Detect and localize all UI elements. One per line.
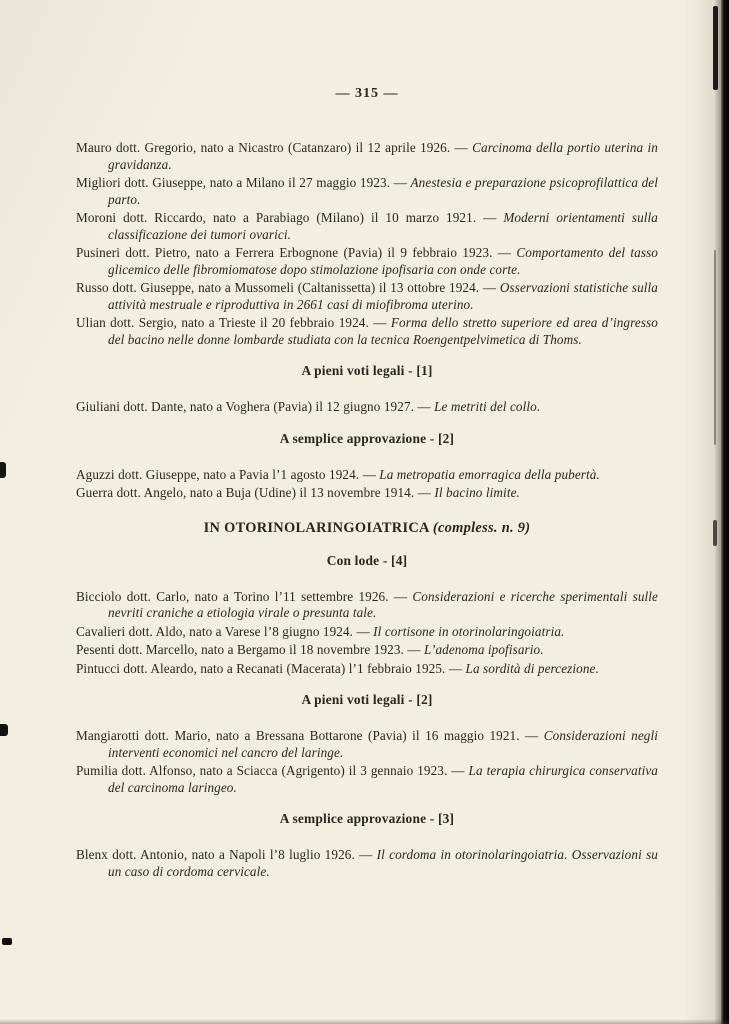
entry-person-info: Blenx dott. Antonio, nato a Napoli l’8 luglio 1926. — — [76, 847, 377, 862]
entry-thesis-title: Le metriti del collo. — [434, 399, 541, 414]
entry-person-info: Pesenti dott. Marcello, nato a Bergamo il 18 novembre 1923. — — [76, 642, 425, 657]
page-number: — 315 — — [335, 86, 399, 101]
degree-entry — [76, 763, 658, 796]
entry-person-info: Bicciolo dott. Carlo, nato a Torino l’11 settembre 1926. — — [76, 588, 413, 604]
degree-entry — [76, 624, 658, 641]
entry-thesis-title: Considerazioni negli interventi economici nel cancro del laringe. — [108, 728, 659, 760]
section-heading-pieni-voti-2: A pieni voti legali - [2] — [301, 692, 433, 707]
entry-thesis-title: Il cortisone in otorinolaringoiatria. — [373, 623, 565, 639]
scan-artifact-right-line — [714, 250, 716, 445]
entry-person-info: Pumilia dott. Alfonso, nato a Sciacca (Agrigento) il 3 gennaio 1923. — — [76, 763, 469, 778]
degree-entry — [76, 315, 658, 348]
degree-entry — [76, 589, 658, 622]
scan-artifact-right-edge — [721, 0, 729, 1024]
section-heading-otorinolaringoiatrica — [76, 520, 658, 537]
degree-entry — [76, 175, 658, 208]
entry-person-info: Moroni dott. Riccardo, nato a Parabiago (Milano) il 10 marzo 1921. — — [76, 210, 504, 225]
section-heading-pieni-voti-1: A pieni voti legali - [1] — [301, 363, 433, 378]
entry-person-info: Pintucci dott. Aleardo, nato a Recanati (Macerata) l’1 febbraio 1925. — — [76, 660, 466, 676]
degree-entry — [76, 728, 658, 761]
heading-main-text: IN OTORINOLARINGOIATRICA — [203, 519, 433, 536]
entry-thesis-title: La terapia chirurgica conservativa del carcinoma laringeo. — [108, 763, 658, 795]
entry-person-info: Cavalieri dott. Aldo, nato a Varese l’8 giugno 1924. — — [76, 623, 374, 639]
entry-thesis-title: Forma dello stretto superiore ed area d’ingresso del bacino nelle donne lombarde studiata con la tecnica Roengentpelvimetica di Thoms. — [108, 315, 658, 347]
scan-artifact-left-mark-2 — [0, 724, 8, 736]
entry-thesis-title: La metropatia emorragica della pubertà. — [379, 466, 600, 482]
entry-thesis-title: L’adenoma ipofisario. — [424, 642, 544, 657]
entry-person-info: Russo dott. Giuseppe, nato a Mussomeli (Caltanissetta) il 13 ottobre 1924. — — [76, 280, 500, 295]
degree-entry — [76, 485, 658, 502]
section-heading-semplice-approvazione-1: A semplice approvazione - [2] — [279, 430, 455, 446]
entry-person-info: Ulian dott. Sergio, nato a Trieste il 20 febbraio 1924. — — [76, 315, 391, 330]
section-heading-semplice-approvazione-2: A semplice approvazione - [3] — [279, 811, 455, 826]
scan-artifact-top-right-mark — [713, 6, 718, 90]
entry-thesis-title: Moderni orientamenti sulla classificazione dei tumori ovarici. — [108, 210, 658, 242]
entry-thesis-title: Osservazioni statistiche sulla attività mestruale e riproduttiva in 2661 casi di miofibroma uterino. — [108, 280, 659, 312]
entry-thesis-title: Considerazioni e ricerche sperimentali sulle nevriti craniche a etiologia virale o presunta tale. — [108, 588, 658, 620]
degree-entry — [76, 280, 658, 313]
scan-artifact-left-mark-1 — [0, 462, 6, 478]
degree-entry — [76, 642, 658, 659]
entry-person-info: Giuliani dott. Dante, nato a Voghera (Pavia) il 12 giugno 1927. — — [76, 399, 435, 414]
entry-person-info: Pusineri dott. Pietro, nato a Ferrera Erbognone (Pavia) il 9 febbraio 1923. — — [76, 245, 517, 260]
entry-person-info: Guerra dott. Angelo, nato a Buja (Udine) il 13 novembre 1914. — — [76, 485, 435, 500]
entry-thesis-title: Comportamento del tasso glicemico delle fibromiomatose dopo stimolazione ipofisaria con onde corte. — [108, 245, 658, 277]
heading-complessivo-note: (compless. n. 9) — [432, 519, 531, 536]
scan-artifact-bottom-edge — [0, 1019, 729, 1024]
entry-thesis-title: Anestesia e preparazione psicoprofilattica del parto. — [108, 175, 658, 207]
degree-entry — [76, 245, 658, 278]
scan-artifact-left-mark-3 — [2, 938, 12, 945]
entry-thesis-title: La sordità di percezione. — [465, 660, 599, 676]
text-block — [76, 86, 658, 882]
degree-entry — [76, 661, 658, 678]
entry-person-info: Migliori dott. Giuseppe, nato a Milano il 27 maggio 1923. — — [76, 175, 411, 190]
entry-person-info: Mauro dott. Gregorio, nato a Nicastro (Catanzaro) il 12 aprile 1926. — — [76, 140, 473, 155]
degree-entry — [76, 467, 658, 484]
entry-thesis-title: Il cordoma in otorinolaringoiatria. Osservazioni su un caso di cordoma cervicale. — [108, 847, 658, 879]
degree-entry — [76, 847, 658, 880]
degree-entry — [76, 140, 658, 173]
degree-entry — [76, 399, 658, 416]
entry-person-info: Mangiarotti dott. Mario, nato a Bressana Bottarone (Pavia) il 16 maggio 1921. — — [76, 728, 544, 743]
scan-artifact-right-shadow — [714, 0, 721, 1024]
scan-artifact-right-blot — [713, 520, 717, 546]
section-heading-con-lode: Con lode - [4] — [326, 552, 408, 568]
entry-thesis-title: Carcinoma della portio uterina in gravidanza. — [108, 140, 658, 172]
entry-person-info: Aguzzi dott. Giuseppe, nato a Pavia l’1 agosto 1924. — — [76, 466, 380, 482]
entry-thesis-title: Il bacino limite. — [434, 485, 520, 500]
degree-entry — [76, 210, 658, 243]
